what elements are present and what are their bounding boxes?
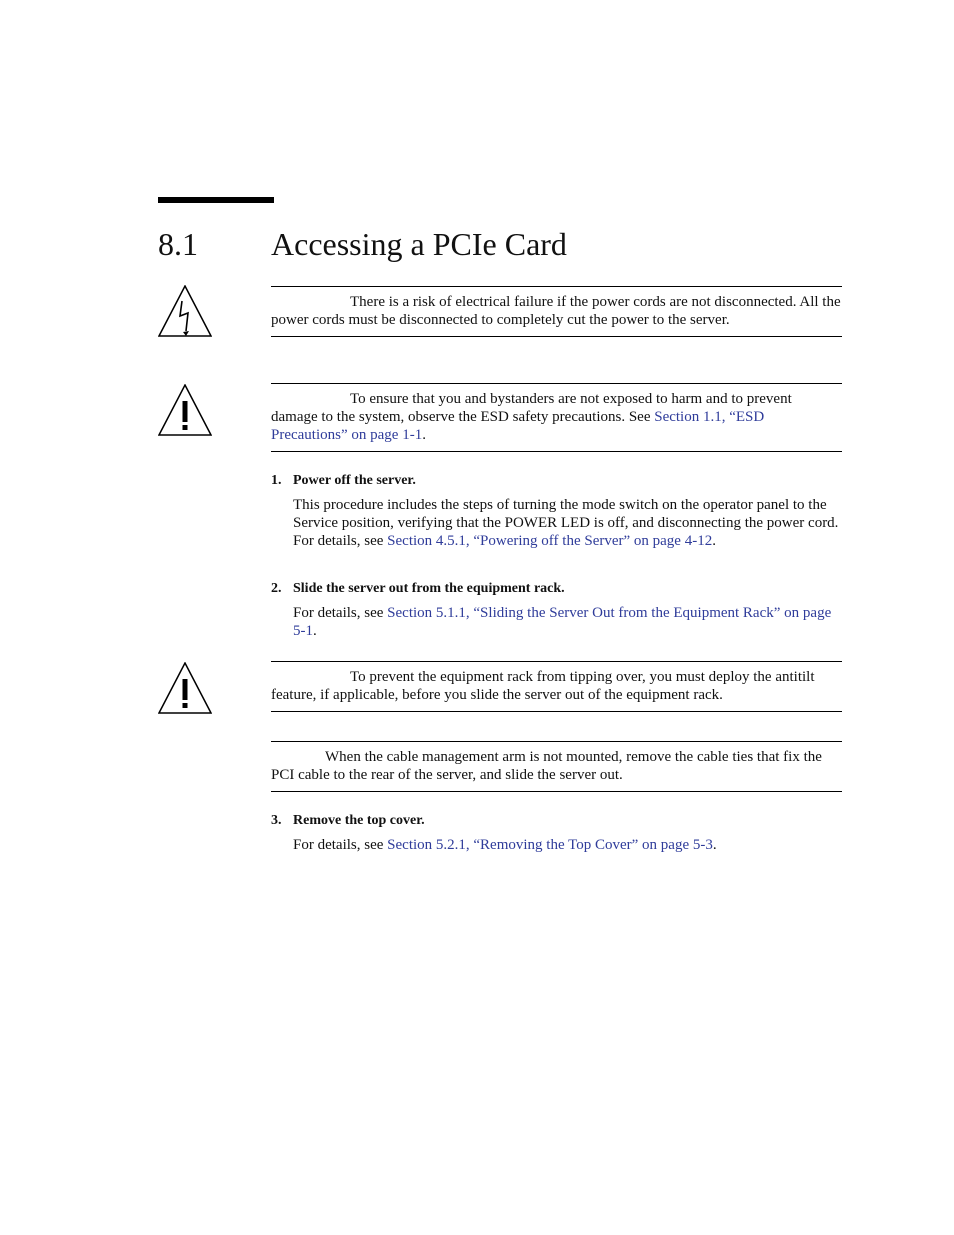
section-number: 8.1 [158, 226, 198, 262]
step-end: . [712, 533, 716, 549]
step-label [271, 812, 842, 830]
step-label [271, 472, 842, 490]
step-title: Slide the server out from the equipment rack. [293, 581, 565, 596]
step-end: . [313, 623, 317, 639]
esd-precautions-link[interactable]: Section 1.1, “ESD Precautions” on page 1-1 [271, 409, 765, 443]
note-text: To prevent the equipment rack from tipping over, you must deploy the antitilt feature, if applicable, before you slide the server out of the equipment rack. [271, 669, 815, 703]
note-text: When the cable management arm is not mounted, remove the cable ties that fix the PCI cable to the rear of the server, and slide the server out. [271, 749, 822, 783]
note-cable-arm [271, 741, 842, 792]
step-text: For details, see [293, 605, 388, 621]
note-rack-caution [271, 661, 842, 712]
note-electrical [271, 286, 842, 337]
step-text: This procedure includes the steps of turning the mode switch on the operator panel to the Service position, verifying that the POWER LED is off, and disconnecting the power cord. For details, see [293, 497, 839, 549]
note-text: To ensure that you and bystanders are not exposed to harm and to prevent damage to the system, observe the ESD safety precautions. See [271, 391, 792, 425]
step-body [293, 836, 842, 854]
step-number: 1. [271, 473, 282, 488]
note-end: . [422, 427, 426, 443]
section-title: Accessing a PCIe Card [271, 226, 567, 262]
note-esd-caution [271, 383, 842, 452]
step-text: For details, see [293, 837, 388, 853]
removing-top-cover-link[interactable]: Section 5.2.1, “Removing the Top Cover” on page 5-3 [387, 837, 713, 853]
electrical-hazard-icon [158, 285, 212, 337]
caution-icon [158, 384, 212, 436]
step-title: Remove the top cover. [293, 813, 425, 828]
step-3 [271, 812, 842, 854]
sliding-server-link[interactable]: Section 5.1.1, “Sliding the Server Out from the Equipment Rack” on page 5-1 [293, 605, 832, 639]
step-1 [271, 472, 842, 550]
step-label [271, 580, 842, 598]
step-number: 2. [271, 581, 282, 596]
step-2 [271, 580, 842, 640]
powering-off-link[interactable]: Section 4.5.1, “Powering off the Server” on page 4-12 [387, 533, 713, 549]
step-number: 3. [271, 813, 282, 828]
step-title: Power off the server. [293, 473, 416, 488]
section-rule [158, 197, 274, 203]
step-body [293, 604, 842, 640]
caution-icon [158, 662, 212, 714]
step-end: . [712, 837, 717, 853]
step-body [293, 496, 842, 550]
note-text: There is a risk of electrical failure if the power cords are not disconnected. All the power cords must be disconnected to completely cut the power to the server. [271, 294, 841, 328]
